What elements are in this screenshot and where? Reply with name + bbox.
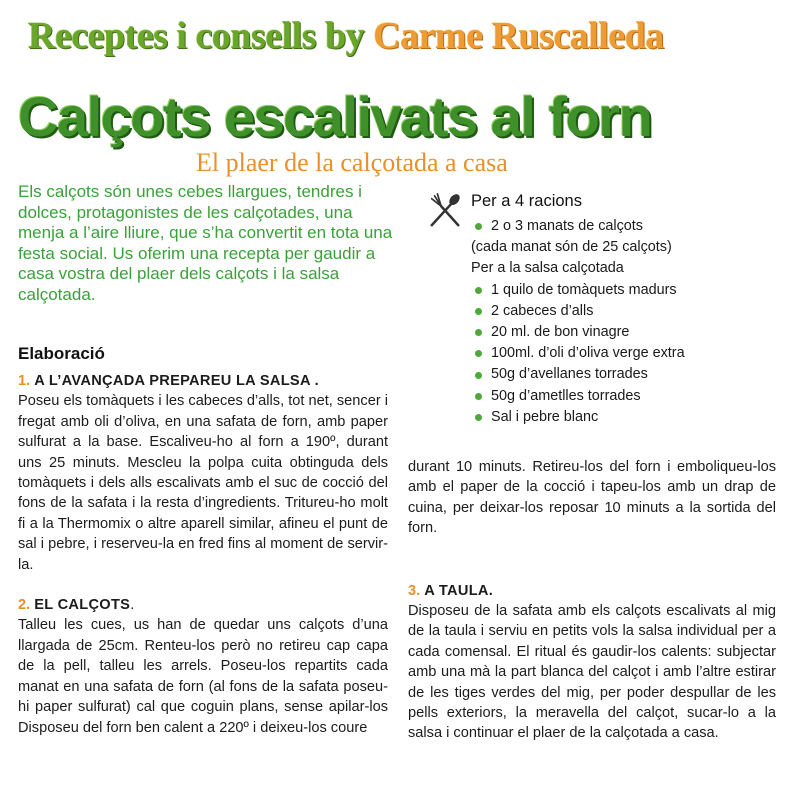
ingredient-item (471, 280, 771, 301)
bullet-dot (475, 308, 482, 315)
brand-header (28, 14, 664, 58)
step-2-continuation: durant 10 minuts. Retireu-los del forn i emboliqueu-los amb el paper de la cocció i tapeu-los amb un drap de cuina, per deixar-los reposar 10 minuts a la sortida del forn. (408, 459, 776, 537)
bullet-dot (475, 350, 482, 357)
step-2-title: EL CALÇOTS (34, 597, 131, 614)
ingredient-text: 20 ml. de bon vinagre (491, 324, 630, 341)
step-1-number: 1. (18, 373, 31, 389)
ingredient-text: 50g d’avellanes torrades (491, 366, 648, 383)
step-1 (18, 371, 388, 575)
ingredient-item (471, 364, 771, 385)
step-3 (408, 581, 776, 744)
ingredient-text: Per a la salsa calçotada (471, 260, 624, 277)
bullet-dot (475, 372, 482, 379)
recipe-subtitle: El plaer de la calçotada a casa (196, 148, 508, 177)
right-column (408, 457, 776, 744)
bullet-dot (475, 393, 482, 400)
step-3-number: 3. (408, 582, 421, 599)
step-2 (18, 595, 388, 738)
ingredient-item (471, 322, 771, 343)
servings-heading: Per a 4 racions (471, 192, 582, 210)
ingredients-list (471, 216, 771, 428)
step-2-title-suffix: . (130, 597, 135, 614)
ingredient-subheading (471, 258, 771, 279)
ingredient-text: 50g d’ametlles torrades (491, 387, 641, 404)
ingredient-text: 1 quilo de tomàquets madurs (491, 281, 677, 298)
step-3-title: A TAULA. (424, 582, 494, 599)
bullet-dot (475, 329, 482, 336)
bullet-dot (475, 414, 482, 421)
elaboration-heading: Elaboració (18, 344, 105, 363)
step-1-title: A L’AVANÇADA PREPAREU LA SALSA . (34, 373, 319, 389)
step-1-body: Poseu els tomàquets i les cabeces d’alls, tot net, sencer i fregat amb oli d’oliva, en una safata de forn, amb paper sulfurat a la base. Escaliveu-ho al forn a 190º, durant uns 25 minuts. Mescleu la polpa cuita obtinguda dels tomàquets i dels alls escalivats amb el suc de cocció del fons de la safata i la resta d’ingredients. Tritureu-ho molt fi a la Thermomix o altre aparell similar, afineu el punt de sal i pebre, i reserveu-la en fred fins al moment de servir-la. (18, 393, 388, 573)
intro-paragraph: Els calçots són unes cebes llargues, tendres i dolces, protagonistes de les calçotades, una menja a l’aire lliure, que s’ha convertit en tota una festa social. Us oferim una recepta per gaudir a casa vostra del plaer dels calçots i la salsa calçotada. (18, 182, 393, 304)
ingredient-text: 2 o 3 manats de calçots (491, 218, 643, 234)
ingredient-item (471, 386, 771, 407)
ingredient-text: (cada manat són de 25 calçots) (471, 239, 672, 256)
brand-series-name: Receptes i consells by (28, 15, 365, 57)
bullet-dot (475, 287, 482, 294)
ingredient-item (471, 301, 771, 322)
recipe-title: Calçots escalivats al forn (18, 85, 652, 148)
ingredient-text: 100ml. d’oli d’oliva verge extra (491, 345, 685, 362)
bullet-dot (475, 223, 482, 230)
step-2-number: 2. (18, 597, 31, 614)
ingredient-note (471, 237, 771, 258)
step-3-body: Disposeu de la safata amb els calçots escalivats al mig de la taula i serviu en petits vols la salsa individual per a cada comensal. El ritual és gaudir-los calents: subjectar amb una mà la part blanca del calçot i amb l’altre estirar de les tiges verdes del mig, per poder despullar de les pells exteriors, la meravella del calçot, sucar-lo a la salsa i continuar el plaer de la calçotada a casa. (408, 603, 776, 742)
fork-spoon-icon (426, 192, 464, 230)
ingredient-text: Sal i pebre blanc (491, 408, 599, 425)
step-2-body: Talleu les cues, us han de quedar uns calçots d’una llargada de 25cm. Renteu-los però no retireu cap capa de la pell, talleu les arrels. Poseu-los repartits cada manat en una safata de forn (al fons de la safata poseu-hi paper sulfurat) cal que coguin plans, sense apilar-los Disposeu del forn ben calent a 220º i deixeu-los coure (18, 617, 388, 736)
brand-author-name: Carme Ruscalleda (373, 15, 664, 57)
ingredient-item (471, 407, 771, 428)
ingredient-item (471, 343, 771, 364)
left-column (18, 371, 388, 738)
ingredient-item (471, 216, 771, 237)
ingredient-text: 2 cabeces d’alls (491, 302, 594, 319)
